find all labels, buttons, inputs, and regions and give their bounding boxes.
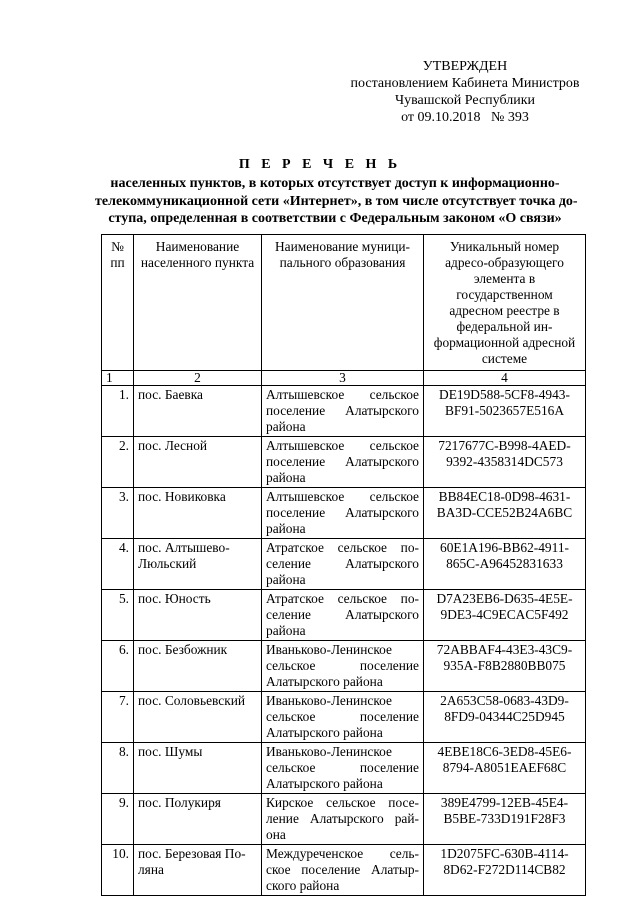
column-number: 4 (424, 371, 586, 386)
column-number: 1 (102, 371, 134, 386)
table-row (102, 743, 586, 794)
settlement-name: пос. Соловьевский (134, 692, 262, 743)
municipality-name: Алтышевское сельское поселение Алатырского района (262, 386, 424, 437)
header-municipality: Наименование муници-пального образования (262, 235, 424, 371)
row-number: 6. (102, 641, 134, 692)
municipality-name: Атратское сельское по-селение Алатырского района (262, 590, 424, 641)
table-row (102, 641, 586, 692)
address-element-id: 72ABBAF4-43E3-43C9-935A-F8B2880BB075 (424, 641, 586, 692)
municipality-name: Иваньково-Ленинское сельское поселение Алатырского района (262, 692, 424, 743)
municipality-name: Иваньково-Ленинское сельское поселение Алатырского района (262, 641, 424, 692)
subtitle-line: телекоммуникационной сети «Интернет», в том числе отсутствует точка до- (95, 193, 578, 209)
approval-heading: УТВЕРЖДЕН (422, 59, 508, 74)
municipality-name: Алтышевское сельское поселение Алатырского района (262, 437, 424, 488)
municipality-name: Алтышевское сельское поселение Алатырского района (262, 488, 424, 539)
address-element-id: 389E4799-12EB-45E4-B5BE-733D191F28F3 (424, 794, 586, 845)
settlement-name: пос. Безбожник (134, 641, 262, 692)
table-row (102, 692, 586, 743)
table-row (102, 488, 586, 539)
document-title: П Е Р Е Ч Е Н Ь (238, 157, 402, 172)
header-number: № пп (102, 235, 134, 371)
settlement-name: пос. Юность (134, 590, 262, 641)
address-element-id: 1D2075FC-630B-4114-8D62-F272D114CB82 (424, 845, 586, 896)
settlements-table (101, 234, 586, 896)
municipality-name: Иваньково-Ленинское сельское поселение Алатырского района (262, 743, 424, 794)
settlement-name: пос. Баевка (134, 386, 262, 437)
address-element-id: 60E1A196-BB62-4911-865C-A96452831633 (424, 539, 586, 590)
row-number: 2. (102, 437, 134, 488)
table-header-row (102, 235, 586, 371)
row-number: 8. (102, 743, 134, 794)
settlement-name: пос. Полукиря (134, 794, 262, 845)
column-number: 3 (262, 371, 424, 386)
approval-republic: Чувашской Республики (394, 93, 536, 108)
row-number: 3. (102, 488, 134, 539)
row-number: 10. (102, 845, 134, 896)
address-element-id: D7A23EB6-D635-4E5E-9DE3-4C9ECAC5F492 (424, 590, 586, 641)
settlement-name: пос. Новиковка (134, 488, 262, 539)
table-row (102, 437, 586, 488)
subtitle-line: ступа, определенная в соответствии с Федеральным законом «О связи» (108, 211, 562, 226)
header-unique-id: Уникальный номер адресо-образующего элемента в государственном адресном реестре в федеральной ин-формационной адресной системе (424, 235, 586, 371)
address-element-id: 2A653C58-0683-43D9-8FD9-04344C25D945 (424, 692, 586, 743)
table-row (102, 539, 586, 590)
subtitle-line: населенных пунктов, в которых отсутствует доступ к информационно- (110, 176, 560, 191)
municipality-name: Кирское сельское посе-ление Алатырского рай-она (262, 794, 424, 845)
table-row (102, 590, 586, 641)
approval-stamp (330, 58, 600, 126)
address-element-id: 7217677C-B998-4AED-9392-4358314DC573 (424, 437, 586, 488)
document-subtitle (95, 175, 578, 228)
settlement-name: пос. Шумы (134, 743, 262, 794)
column-number-row (102, 371, 586, 386)
address-element-id: DE19D588-5CF8-4943-BF91-5023657E516A (424, 386, 586, 437)
header-settlement-name: Наименование населенного пункта (134, 235, 262, 371)
approval-date-number: от 09.10.2018 № 393 (401, 110, 529, 125)
settlement-name: пос. Алтышево-Люльский (134, 539, 262, 590)
approval-issuer: постановлением Кабинета Министров (350, 76, 580, 91)
table-row (102, 794, 586, 845)
row-number: 1. (102, 386, 134, 437)
row-number: 4. (102, 539, 134, 590)
address-element-id: BB84EC18-0D98-4631-BA3D-CCE52B24A6BC (424, 488, 586, 539)
column-number: 2 (134, 371, 262, 386)
row-number: 9. (102, 794, 134, 845)
table-row (102, 845, 586, 896)
address-element-id: 4EBE18C6-3ED8-45E6-8794-A8051EAEF68C (424, 743, 586, 794)
table-row (102, 386, 586, 437)
settlement-name: пос. Березовая По-ляна (134, 845, 262, 896)
row-number: 7. (102, 692, 134, 743)
municipality-name: Междуреченское сель-ское поселение Алатыр-ского района (262, 845, 424, 896)
row-number: 5. (102, 590, 134, 641)
municipality-name: Атратское сельское по-селение Алатырского района (262, 539, 424, 590)
settlement-name: пос. Лесной (134, 437, 262, 488)
